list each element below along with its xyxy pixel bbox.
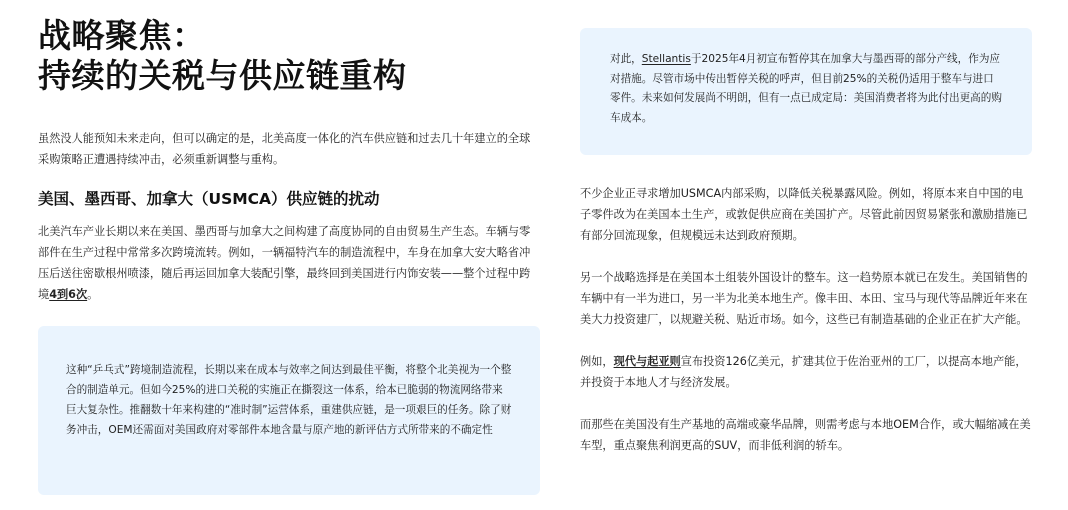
callout-right-text xyxy=(610,50,1002,128)
callout-box-left xyxy=(38,326,540,495)
right-column xyxy=(580,28,1032,456)
hyundai-kia-link[interactable]: 现代与起亚则 xyxy=(613,355,681,368)
stellantis-link[interactable]: Stellantis xyxy=(641,53,691,65)
section-heading: 美国、墨西哥、加拿大（USMCA）供应链的扰动 xyxy=(38,190,380,208)
hyundai-kia-prefix: 例如， xyxy=(580,355,614,368)
hyundai-kia-body: 宣布投资126亿美元，扩建其位于佐治亚州的工厂，以提高本地产能，并投资于本地人才与经济发展。 xyxy=(580,355,1027,389)
callout-left-text: 这种“乒乓式”跨境制造流程，长期以来在成本与效率之间达到最佳平衡，将整个北美视为一个整合的制造单元。但如今25%的进口关税的实施正在撕裂这一体系，给本已脆弱的物流网络带来巨大复杂性。推翻数十年来构建的“准时制”运营体系，重建供应链，是一项艰巨的任务。除了财务冲击，OEM还需面对美国政府对零部件本地含量与原产地的新评估方式所带来的不确定性 xyxy=(66,364,512,436)
local-assembly-paragraph: 另一个战略选择是在美国本土组装外国设计的整车。这一趋势原本就已在发生。美国销售的车辆中有一半为进口，另一半为北美本地生产。像丰田、本田、宝马与现代等品牌近年来在美大力投资建厂，以规避关税、贴近市场。如今，这些已有制造基础的企业正在扩大产能。 xyxy=(580,271,1028,326)
luxury-brands-paragraph: 而那些在美国没有生产基地的高端或豪华品牌，则需考虑与本地OEM合作，或大幅缩减在美车型，重点聚焦利润更高的SUV，而非低利润的轿车。 xyxy=(580,418,1031,452)
hyundai-kia-paragraph xyxy=(580,351,1032,393)
intro-paragraph: 虽然没人能预知未来走向，但可以确定的是，北美高度一体化的汽车供应链和过去几十年建立的全球采购策略正遭遇持续冲击，必须重新调整与重构。 xyxy=(38,132,531,166)
page-title xyxy=(38,16,540,96)
callout-right-prefix: 对此， xyxy=(610,53,642,65)
callout-box-right xyxy=(580,28,1032,155)
section-body-end: 。 xyxy=(87,288,99,301)
crossing-count-emphasis: 4到6次 xyxy=(49,288,88,301)
usmca-sourcing-paragraph: 不少企业正寻求增加USMCA内部采购，以降低关税暴露风险。例如，将原本来自中国的电子零件改为在美国本土生产，或敦促供应商在美国扩产。尽管此前因贸易紧张和激励措施已有部分回流现象，但规模远未达到政府预期。 xyxy=(580,187,1028,242)
callout-right-body: 于2025年4月初宣布暂停其在加拿大与墨西哥的部分产线，作为应对措施。尽管市场中传出暂停关税的呼声，但目前25%的关税仍适用于整车与进口零件。未来如何发展尚不明朗，但有一点已成定局：美国消费者将为此付出更高的购车成本。 xyxy=(610,53,1002,124)
section-body-text: 北美汽车产业长期以来在美国、墨西哥与加拿大之间构建了高度协同的自由贸易生产生态。车辆与零部件在生产过程中常常多次跨境流转。例如，一辆福特汽车的制造流程中，车身在加拿大安大略省冲压后送往密歇根州喷漆，随后再运回加拿大装配引擎，最终回到美国进行内饰安装——整个过程中跨境 xyxy=(38,225,531,301)
page-title-line-2: 持续的关税与供应链重构 xyxy=(38,56,407,95)
page-title-line-1: 战略聚焦： xyxy=(38,16,206,55)
left-column xyxy=(38,16,540,495)
section-body-paragraph xyxy=(38,221,540,305)
